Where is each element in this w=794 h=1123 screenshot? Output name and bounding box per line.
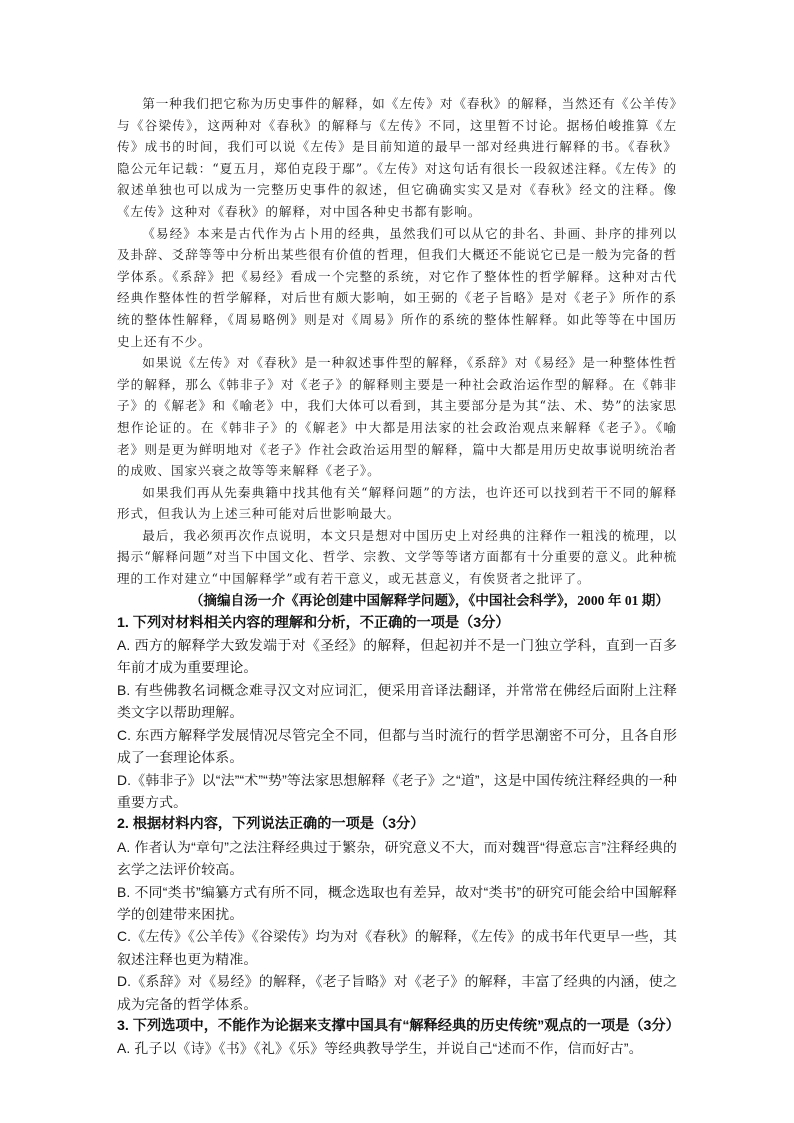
passage-paragraph-2: 《易经》本来是古代作为占卜用的经典，虽然我们可以从它的卦名、卦画、卦序的排列以及卦辞、爻辞等等中分析出某些很有价值的哲理，但我们大概还不能说它已是一般为完备的哲学体系。《系辞》把《易经》看成一个完整的系统，对它作了整体性的哲学解释。这种对古代经典作整体性的哲学解释，对后世有颇大影响，如王弼的《老子旨略》是对《老子》所作的系统的整体性解释，《周易略例》则是对《周易》所作的系统的整体性解释。如此等等在中国历史上还有不少。 (117, 225, 677, 349)
question-1 (117, 612, 677, 814)
option-b: B. 有些佛教名词概念难寻汉文对应词汇，便采用音译法翻译，并常常在佛经后面附上注释类文字以帮助理解。 (117, 681, 677, 721)
option-d: D.《韩非子》以“法”“术”“势”等法家思想解释《老子》之“道”，这是中国传统注释经典的一种重要方式。 (117, 771, 677, 810)
question-stem: 2. 根据材料内容，下列说法正确的一项是（3分） (117, 816, 425, 833)
option-c: C.《左传》《公羊传》《谷梁传》均为对《春秋》的解释，《左传》的成书年代更早一些，其叙述注释也更为精准。 (117, 928, 677, 967)
passage-paragraph-5: 最后，我必须再次作点说明，本文只是想对中国历史上对经典的注释作一粗浅的梳理，以揭示“解释问题”对当下中国文化、哲学、宗教、文学等等诸方面都有十分重要的意义。此种梳理的工作对建立“中国解释学”或有若干意义，或无甚意义，有俟贤者之批评了。 (117, 527, 677, 587)
option-b: B. 不同“类书”编纂方式有所不同，概念选取也有差异，故对“类书”的研究可能会给中国解释学的创建带来困扰。 (117, 883, 677, 922)
passage-paragraph-3: 如果说《左传》对《春秋》是一种叙述事件型的解释，《系辞》对《易经》是一种整体性哲学的解释，那么《韩非子》对《老子》的解释则主要是一种社会政治运作型的解释。在《韩非子》的《解老》和《喻老》中，我们大体可以看到，其主要部分是为其“法、术、势”的法家思想作论证的。在《韩非子》的《解老》中大都是用法家的社会政治观点来解释《老子》。《喻老》则是更为鲜明地对《老子》作社会政治运用型的解释，篇中大都是用历史故事说明统治者的成败、国家兴衰之故等等来解释《老子》。 (117, 355, 677, 479)
source-citation: （摘编自汤一介《再论创建中国解释学问题》，《中国社会科学》，2000 年 01 期） (189, 592, 669, 608)
reading-passage (117, 93, 677, 590)
option-a: A. 作者认为“章句”之法注释经典过于繁杂，研究意义不大，而对魏晋“得意忘言”注释经典的玄学之法评价较高。 (117, 838, 677, 878)
option-c: C. 东西方解释学发展情况尽管完全不同，但都与当时流行的哲学思潮密不可分，且各自形成了一套理论体系。 (117, 726, 677, 766)
passage-paragraph-1: 第一种我们把它称为历史事件的解释，如《左传》对《春秋》的解释，当然还有《公羊传》与《谷梁传》，这两种对《春秋》的解释与《左传》不同，这里暂不讨论。据杨伯峻推算《左传》成书的时间，我们可以说《左传》是目前知道的最早一部对经典进行解释的书。《春秋》隐公元年记载：“夏五月，郑伯克段于鄢”。《左传》对这句话有很长一段叙述注释。《左传》的叙述单独也可以成为一完整历史事件的叙述，但它确确实实又是对《春秋》经文的注释。像《左传》这种对《春秋》的解释，对中国各种史书都有影响。 (117, 96, 677, 219)
question-3 (117, 1015, 680, 1060)
exam-page (117, 93, 680, 1060)
option-a: A. 西方的解释学大致发端于对《圣经》的解释，但起初并不是一门独立学科，直到一百多年前才成为重要理论。 (117, 637, 677, 676)
question-stem: 3. 下列选项中，不能作为论据来支撑中国具有“解释经典的历史传统”观点的一项是（3分） (117, 1017, 680, 1034)
question-stem: 1. 下列对材料相关内容的理解和分析，不正确的一项是（3分） (117, 614, 510, 631)
option-a: A. 孔子以《诗》《书》《礼》《乐》等经典教导学生，并说自己“述而不作，信而好古”。 (117, 1040, 643, 1057)
question-2 (117, 813, 677, 1015)
passage-paragraph-4: 如果我们再从先秦典籍中找其他有关“解释问题”的方法，也许还可以找到若干不同的解释形式，但我认为上述三种可能对后世影响最大。 (117, 484, 677, 522)
option-d: D.《系辞》对《易经》的解释，《老子旨略》对《老子》的解释，丰富了经典的内涵，使之成为完备的哲学体系。 (117, 973, 677, 1012)
